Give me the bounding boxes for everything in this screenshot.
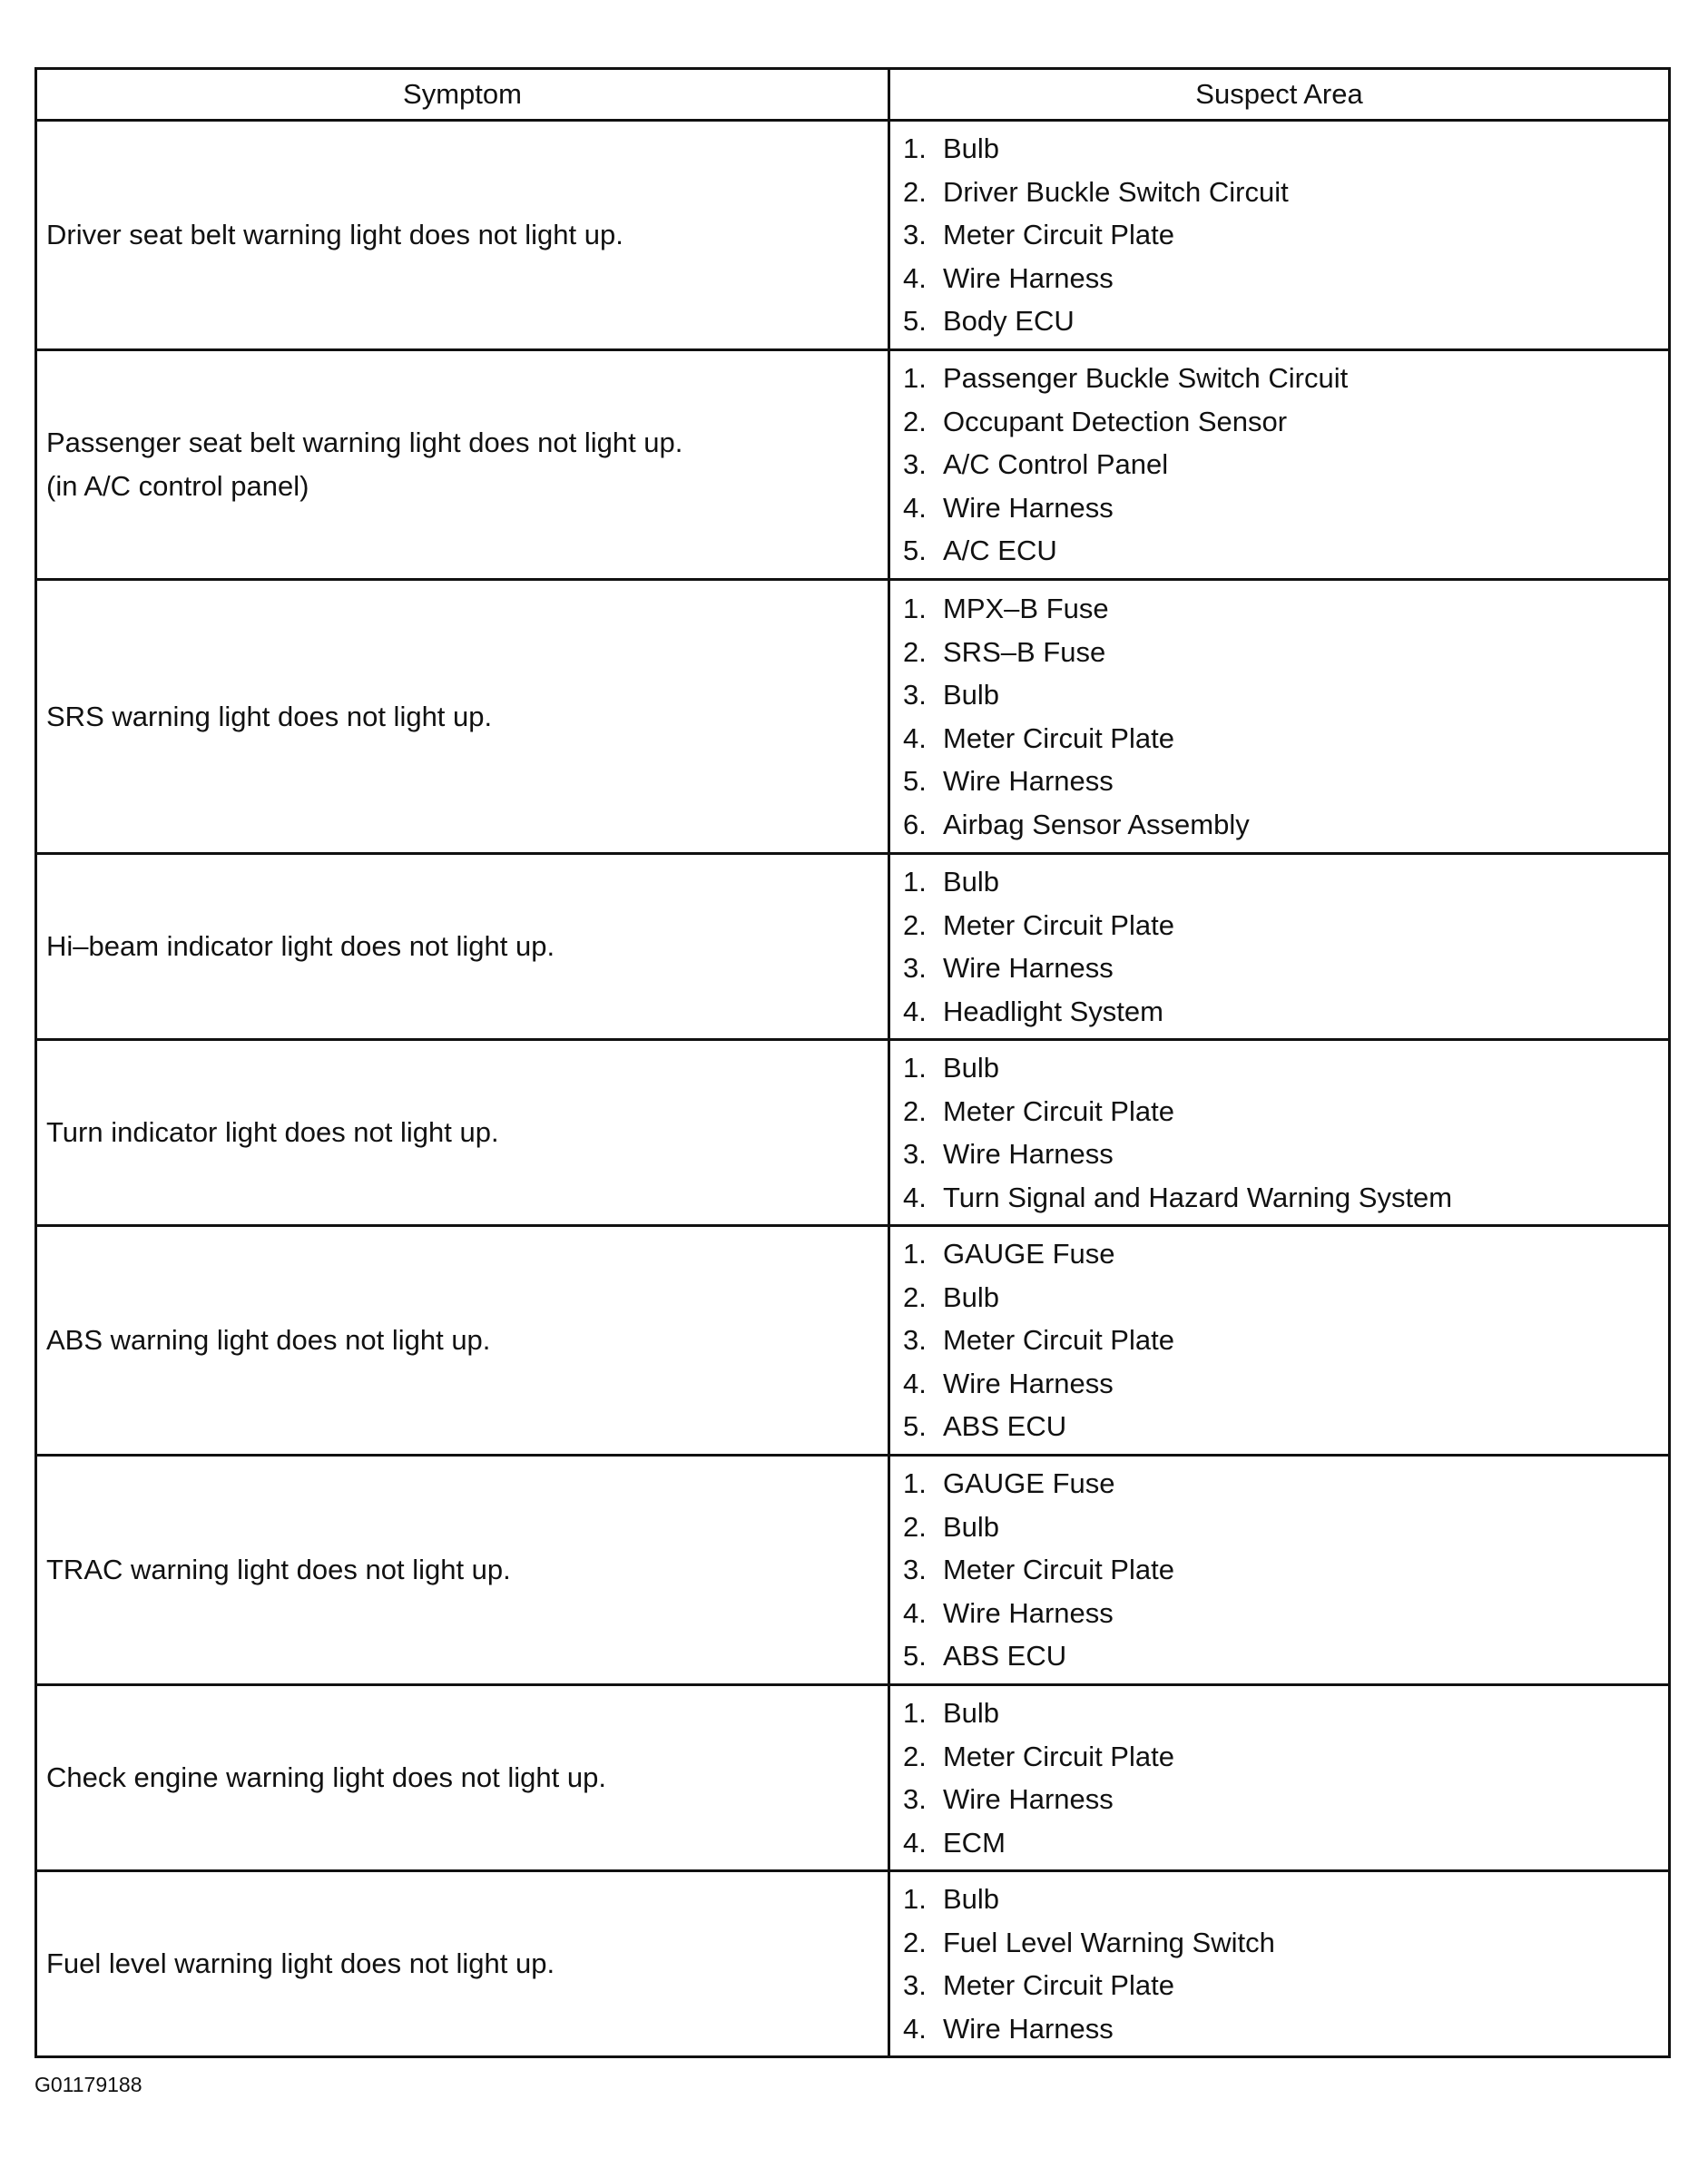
suspect-text: Meter Circuit Plate — [943, 1969, 1174, 2001]
suspect-number: 2. — [903, 635, 927, 668]
suspect-text: Meter Circuit Plate — [943, 219, 1174, 251]
suspect-item — [903, 127, 1668, 171]
suspect-text: Bulb — [943, 1280, 1000, 1313]
suspect-number: 1. — [903, 1052, 927, 1084]
suspect-item — [903, 673, 1668, 717]
suspect-area-cell — [889, 350, 1670, 580]
table-row — [36, 1456, 1670, 1685]
suspect-item — [903, 1634, 1668, 1678]
suspect-number: 4. — [903, 1596, 927, 1629]
symptom-text: Passenger seat belt warning light does not light up. — [46, 427, 683, 458]
suspect-number: 3. — [903, 448, 927, 481]
symptom-cell — [36, 350, 889, 580]
suspect-area-cell — [889, 1685, 1670, 1871]
suspect-number: 4. — [903, 491, 927, 524]
suspect-item — [903, 299, 1668, 343]
suspect-text: Fuel Level Warning Switch — [943, 1926, 1275, 1958]
suspect-number: 4. — [903, 721, 927, 754]
symptom-text: ABS warning light does not light up. — [46, 1324, 491, 1356]
suspect-item — [903, 171, 1668, 214]
header-symptom: Symptom — [36, 69, 889, 121]
table-body — [36, 121, 1670, 2057]
symptom-text: (in A/C control panel) — [46, 470, 309, 502]
header-row — [36, 69, 1670, 121]
suspect-text: Bulb — [943, 866, 1000, 898]
suspect-number: 4. — [903, 1826, 927, 1859]
suspect-number: 2. — [903, 405, 927, 437]
suspect-text: Wire Harness — [943, 491, 1114, 524]
suspect-item — [903, 213, 1668, 257]
table-row — [36, 854, 1670, 1040]
suspect-number: 5. — [903, 1410, 927, 1443]
suspect-number: 3. — [903, 1554, 927, 1586]
suspect-number: 1. — [903, 1697, 927, 1729]
suspect-item — [903, 486, 1668, 530]
symptom-text: TRAC warning light does not light up. — [46, 1554, 511, 1585]
suspect-number: 1. — [903, 1238, 927, 1270]
suspect-number: 1. — [903, 362, 927, 395]
suspect-number: 6. — [903, 808, 927, 840]
suspect-item — [903, 400, 1668, 444]
suspect-number: 4. — [903, 1181, 927, 1213]
suspect-text: Meter Circuit Plate — [943, 908, 1174, 941]
suspect-list — [890, 582, 1668, 851]
suspect-number: 2. — [903, 1740, 927, 1772]
suspect-number: 4. — [903, 995, 927, 1027]
suspect-item — [903, 803, 1668, 847]
suspect-area-cell — [889, 580, 1670, 854]
suspect-text: Meter Circuit Plate — [943, 1324, 1174, 1357]
suspect-text: Body ECU — [943, 305, 1075, 338]
suspect-item — [903, 860, 1668, 904]
suspect-number: 1. — [903, 593, 927, 624]
suspect-item — [903, 1276, 1668, 1319]
suspect-number: 2. — [903, 1280, 927, 1313]
table-row — [36, 121, 1670, 350]
suspect-text: A/C Control Panel — [943, 448, 1169, 481]
suspect-text: Airbag Sensor Assembly — [943, 808, 1250, 840]
suspect-item — [903, 1778, 1668, 1821]
suspect-text: Bulb — [943, 1052, 1000, 1084]
suspect-number: 5. — [903, 535, 927, 567]
suspect-item — [903, 1133, 1668, 1176]
suspect-text: ABS ECU — [943, 1640, 1067, 1673]
suspect-number: 3. — [903, 219, 927, 251]
suspect-number: 1. — [903, 866, 927, 898]
symptom-text: Driver seat belt warning light does not light up. — [46, 219, 623, 250]
table-row — [36, 350, 1670, 580]
suspect-item — [903, 1592, 1668, 1635]
suspect-text: Meter Circuit Plate — [943, 1554, 1174, 1586]
suspect-area-cell — [889, 1871, 1670, 2057]
suspect-item — [903, 529, 1668, 573]
suspect-number: 4. — [903, 1367, 927, 1399]
table-row — [36, 1871, 1670, 2057]
symptom-text: Turn indicator light does not light up. — [46, 1116, 499, 1148]
document-code: G01179188 — [34, 2073, 142, 2096]
suspect-text: Bulb — [943, 1883, 1000, 1915]
suspect-item — [903, 1964, 1668, 2007]
suspect-item — [903, 1046, 1668, 1090]
suspect-item — [903, 990, 1668, 1034]
suspect-text: SRS–B Fuse — [943, 635, 1106, 668]
suspect-text: Wire Harness — [943, 952, 1114, 984]
suspect-item — [903, 1232, 1668, 1276]
suspect-item — [903, 631, 1668, 674]
suspect-text: Driver Buckle Switch Circuit — [943, 175, 1289, 208]
suspect-area-cell — [889, 1226, 1670, 1456]
suspect-number: 3. — [903, 679, 927, 711]
suspect-text: Wire Harness — [943, 1596, 1114, 1629]
suspect-number: 2. — [903, 908, 927, 941]
suspect-item — [903, 1405, 1668, 1448]
symptom-cell — [36, 121, 889, 350]
suspect-area-cell — [889, 854, 1670, 1040]
suspect-item — [903, 1506, 1668, 1549]
suspect-item — [903, 1548, 1668, 1592]
suspect-text: Wire Harness — [943, 261, 1114, 294]
suspect-area-cell — [889, 121, 1670, 350]
suspect-text: GAUGE Fuse — [943, 1238, 1115, 1270]
symptom-text: Fuel level warning light does not light up. — [46, 1947, 555, 1979]
table-row — [36, 1226, 1670, 1456]
suspect-item — [903, 1735, 1668, 1779]
suspect-text: GAUGE Fuse — [943, 1467, 1115, 1500]
suspect-item — [903, 1878, 1668, 1921]
suspect-text: Wire Harness — [943, 1367, 1114, 1399]
suspect-list — [890, 1457, 1668, 1683]
suspect-text: Occupant Detection Sensor — [943, 405, 1288, 437]
suspect-list — [890, 1227, 1668, 1454]
suspect-text: Wire Harness — [943, 765, 1114, 797]
suspect-text: Bulb — [943, 1697, 1000, 1729]
symptom-cell — [36, 1040, 889, 1226]
suspect-item — [903, 1090, 1668, 1133]
suspect-number: 1. — [903, 1883, 927, 1915]
suspect-item — [903, 257, 1668, 300]
suspect-item — [903, 2007, 1668, 2051]
suspect-item — [903, 947, 1668, 990]
suspect-number: 2. — [903, 1926, 927, 1958]
suspect-item — [903, 1821, 1668, 1865]
symptom-text: Check engine warning light does not light up. — [46, 1761, 606, 1793]
suspect-area-cell — [889, 1456, 1670, 1685]
suspect-number: 3. — [903, 1138, 927, 1170]
symptom-cell — [36, 580, 889, 854]
suspect-text: MPX–B Fuse — [943, 593, 1109, 624]
suspect-item — [903, 587, 1668, 631]
suspect-item — [903, 1692, 1668, 1735]
table-row — [36, 1685, 1670, 1871]
suspect-text: Meter Circuit Plate — [943, 1094, 1174, 1127]
suspect-item — [903, 904, 1668, 947]
symptom-cell — [36, 1871, 889, 2057]
suspect-item — [903, 1362, 1668, 1406]
symptom-cell — [36, 1685, 889, 1871]
symptom-cell — [36, 1226, 889, 1456]
suspect-text: Wire Harness — [943, 2012, 1114, 2045]
suspect-list — [890, 351, 1668, 578]
suspect-list — [890, 855, 1668, 1038]
suspect-number: 2. — [903, 1094, 927, 1127]
suspect-item — [903, 1921, 1668, 1965]
suspect-list — [890, 122, 1668, 348]
suspect-number: 5. — [903, 305, 927, 338]
suspect-text: Headlight System — [943, 995, 1163, 1027]
symptom-text: Hi–beam indicator light does not light up. — [46, 930, 555, 962]
suspect-area-cell — [889, 1040, 1670, 1226]
suspect-text: ABS ECU — [943, 1410, 1067, 1443]
suspect-text: Wire Harness — [943, 1783, 1114, 1815]
suspect-list — [890, 1686, 1668, 1869]
suspect-text: ECM — [943, 1826, 1006, 1859]
suspect-item — [903, 717, 1668, 760]
symptom-cell — [36, 1456, 889, 1685]
suspect-item — [903, 357, 1668, 400]
suspect-number: 2. — [903, 175, 927, 208]
suspect-text: Bulb — [943, 1510, 1000, 1543]
suspect-item — [903, 1319, 1668, 1362]
suspect-number: 5. — [903, 1640, 927, 1673]
table-row — [36, 580, 1670, 854]
symptom-text: SRS warning light does not light up. — [46, 700, 493, 732]
suspect-item — [903, 1462, 1668, 1506]
suspect-number: 4. — [903, 2012, 927, 2045]
suspect-text: Meter Circuit Plate — [943, 1740, 1174, 1772]
suspect-text: Bulb — [943, 132, 1000, 165]
suspect-item — [903, 1176, 1668, 1220]
suspect-item — [903, 443, 1668, 486]
suspect-text: Meter Circuit Plate — [943, 721, 1174, 754]
header-suspect-area: Suspect Area — [889, 69, 1670, 121]
table-row — [36, 1040, 1670, 1226]
suspect-number: 3. — [903, 1324, 927, 1357]
suspect-number: 1. — [903, 1467, 927, 1500]
suspect-number: 3. — [903, 952, 927, 984]
suspect-number: 3. — [903, 1969, 927, 2001]
suspect-number: 3. — [903, 1783, 927, 1815]
suspect-text: Bulb — [943, 679, 1000, 711]
symptom-cell — [36, 854, 889, 1040]
suspect-text: Wire Harness — [943, 1138, 1114, 1170]
suspect-list — [890, 1041, 1668, 1224]
suspect-number: 4. — [903, 261, 927, 294]
suspect-number: 2. — [903, 1510, 927, 1543]
suspect-text: A/C ECU — [943, 535, 1057, 567]
troubleshooting-table — [34, 67, 1671, 2058]
suspect-text: Passenger Buckle Switch Circuit — [943, 362, 1349, 395]
suspect-number: 1. — [903, 132, 927, 165]
suspect-text: Turn Signal and Hazard Warning System — [943, 1181, 1453, 1213]
suspect-item — [903, 760, 1668, 803]
suspect-number: 5. — [903, 765, 927, 797]
suspect-list — [890, 1872, 1668, 2055]
